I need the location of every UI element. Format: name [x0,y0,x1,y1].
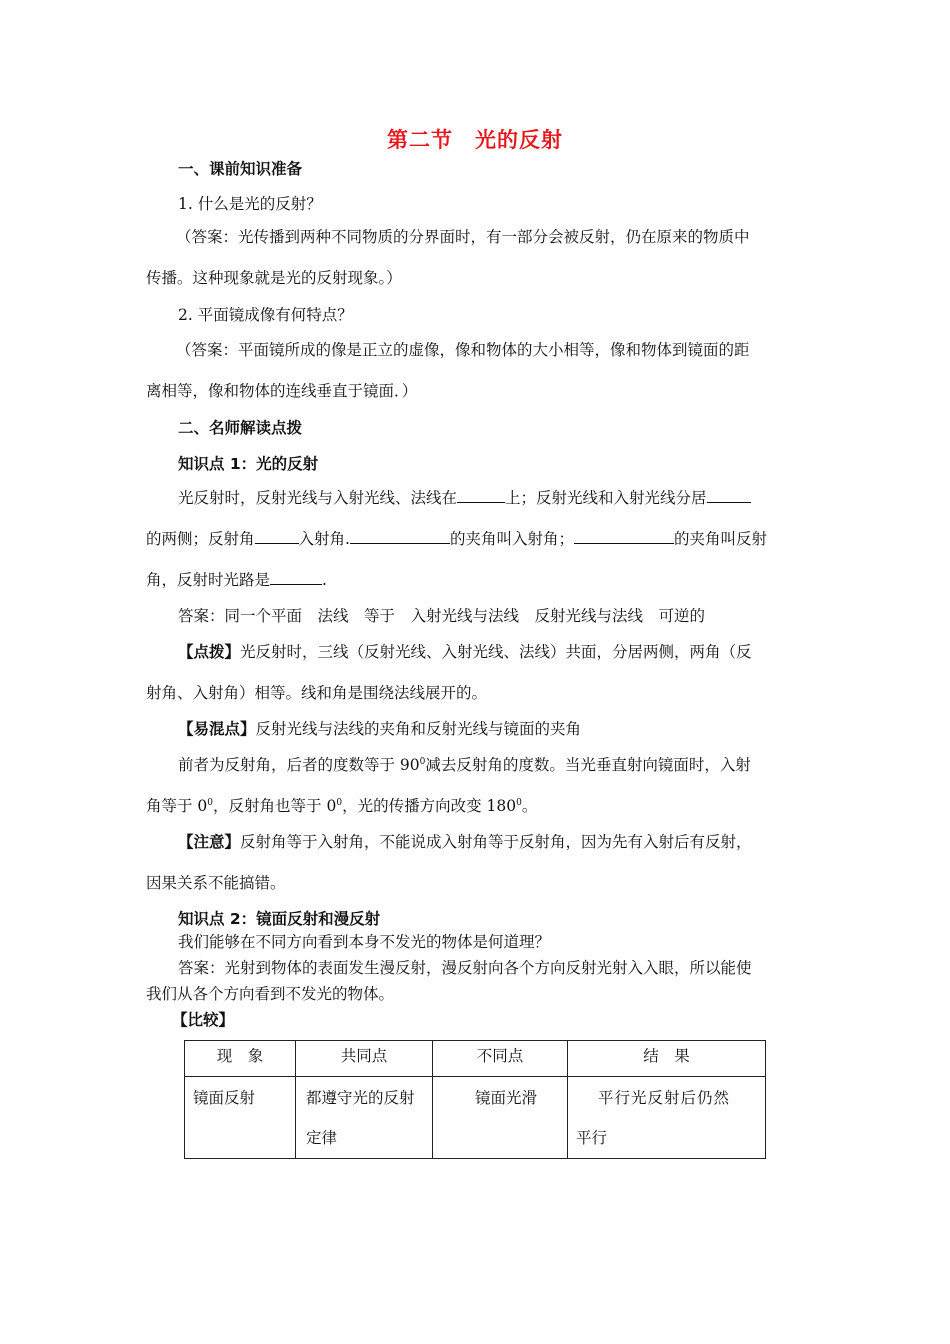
fill-blank [255,529,299,544]
degree-sup: 0 [419,757,426,767]
question-2: 2. 平面镜成像有何特点？ [178,306,353,324]
header-difference: 不同点 [476,1047,524,1065]
confusion-para-text: 角等于 0 [146,797,208,815]
question-1: 1. 什么是光的反射？ [178,195,322,213]
kp2-answer-line2: 我们从各个方向看到不发光的物体。 [146,985,395,1003]
fill-blank [270,570,322,585]
kp1-text: 的两侧；反射角 [146,530,255,548]
table-header-cell [568,1041,766,1077]
kp1-paragraph-line2 [146,527,811,549]
table-header-cell [185,1041,296,1077]
table-cell [185,1077,296,1159]
section1-heading: 一、课前知识准备 [178,160,303,178]
confusion-para-text: ，反射角也等于 0 [213,797,337,815]
table-header-cell [296,1041,433,1077]
fill-blank [457,488,505,503]
confusion-para-text: ，光的传播方向改变 180 [342,797,517,815]
knowledge-point-2-heading: 知识点 2：镜面反射和漫反射 [178,910,381,928]
note-label: 【注意】 [178,833,241,851]
comparison-table [184,1040,766,1159]
confusion-para-line1 [178,753,808,775]
table-header-cell [433,1041,568,1077]
confusion-para-text: 前者为反射角，后者的度数等于 90 [178,756,420,774]
header-result: 结 果 [643,1047,690,1065]
answer-2-line1: （答案：平面镜所成的像是正立的虚像，像和物体的大小相等，像和物体到镜面的距 [176,341,750,359]
cell-result [568,1077,765,1151]
header-phenomenon: 现 象 [216,1047,264,1065]
cell-common-line1: 都遵守光的反射 [306,1089,415,1107]
confusion-line [178,717,808,739]
kp2-question: 我们能够在不同方向看到本身不发光的物体是何道理？ [178,933,551,951]
kp1-text: . [322,571,327,589]
fill-blank [350,529,450,544]
kp1-text: 的夹角叫入射角； [449,530,574,548]
confusion-para-text: 减去反射角的度数。当光垂直射向镜面时，入射 [425,756,751,774]
kp1-paragraph-line1 [178,486,808,508]
kp1-text: 光反射时，反射光线与入射光线、法线在 [178,489,458,507]
kp1-text: 的夹角叫反射 [673,530,767,548]
cell-result-line1: 平行光反射后仍然 [598,1089,731,1107]
tip-line2: 射角、入射角）相等。线和角是围绕法线展开的。 [146,684,488,702]
kp1-text: 角，反射时光路是 [146,571,271,589]
answer-1-line2: 传播。这种现象就是光的反射现象。） [146,269,402,287]
cell-result-line2: 平行 [576,1129,608,1147]
knowledge-point-1-heading: 知识点 1：光的反射 [178,455,319,473]
fill-blank [574,529,674,544]
header-common: 共同点 [340,1047,388,1065]
note-line2: 因果关系不能搞错。 [146,874,286,892]
degree-sup: 0 [336,798,343,808]
answer-2-line2: 离相等，像和物体的连线垂直于镜面．） [146,382,418,400]
confusion-para-line2 [146,794,811,816]
degree-sup: 0 [207,798,214,808]
note-text: 反射角等于入射角，不能说成入射角等于反射角，因为先有入射后有反射， [240,833,752,851]
answer-1-line1: （答案：光传播到两种不同物质的分界面时，有一部分会被反射，仍在原来的物质中 [176,228,750,246]
section2-heading: 二、名师解读点拨 [178,419,303,437]
kp1-paragraph-line3 [146,568,811,590]
confusion-label: 【易混点】 [178,720,256,738]
kp1-answer: 答案：同一个平面 法线 等于 入射光线与法线 反射光线与法线 可逆的 [178,607,706,625]
table-cell [433,1077,568,1159]
degree-sup: 0 [516,798,522,808]
table-cell [296,1077,433,1159]
table-row [185,1077,766,1159]
page-title: 第二节 光的反射 [387,128,563,152]
cell-difference: 镜面光滑 [475,1089,538,1107]
confusion-para-text: 。 [521,797,538,815]
tip-text: 光反射时，三线（反射光线、入射光线、法线）共面，分居两侧，两角（反 [240,643,752,661]
cell-common-line2: 定律 [306,1129,338,1147]
kp1-text: 入射角. [298,530,350,548]
fill-blank [707,488,751,503]
table-header-row [185,1041,766,1077]
tip-line1 [178,640,808,662]
table-cell [568,1077,766,1159]
cell-common [296,1077,432,1151]
kp1-text: 上；反射光线和入射光线分居 [505,489,707,507]
compare-label: 【比较】 [172,1011,235,1029]
note-line1 [178,830,808,852]
kp2-answer-line1: 答案：光射到物体的表面发生漫反射，漫反射向各个方向反射光射入入眼，所以能使 [178,959,752,977]
confusion-text: 反射光线与法线的夹角和反射光线与镜面的夹角 [255,720,582,738]
tip-label: 【点拨】 [178,643,241,661]
cell-phenomenon: 镜面反射 [193,1089,256,1107]
